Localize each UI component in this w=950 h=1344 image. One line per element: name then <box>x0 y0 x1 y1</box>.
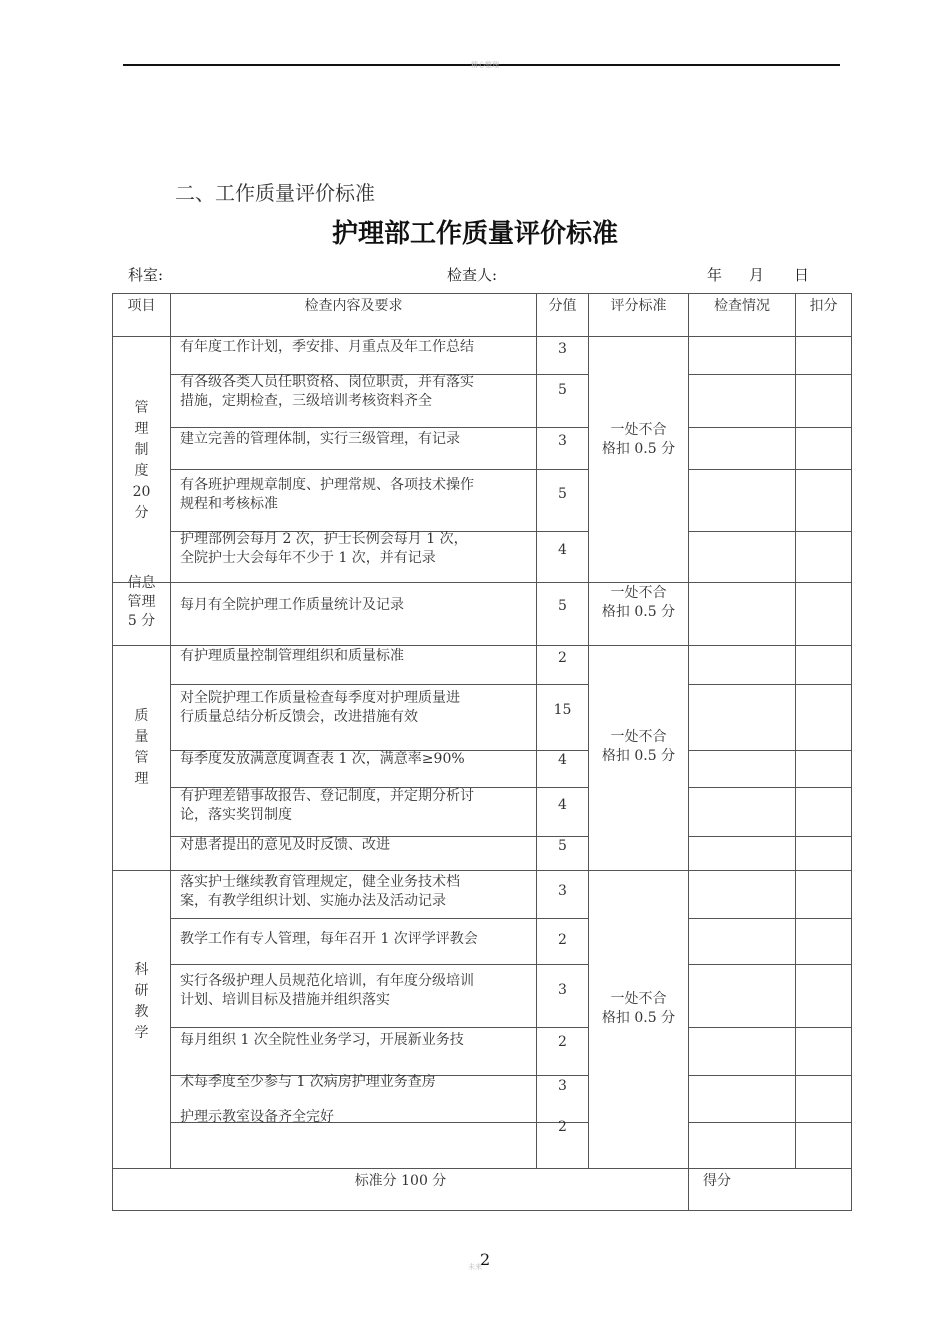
item-score: 5 <box>558 838 567 854</box>
row-rule <box>688 1075 852 1076</box>
footer-text: 未来 <box>468 1263 482 1271</box>
row-rule <box>170 469 588 470</box>
item-score: 3 <box>558 883 567 899</box>
item-content: 每季度发放满意度调查表 1 次，满意率≥90% <box>180 751 465 767</box>
page-number: 2 <box>480 1250 491 1269</box>
item-content: 有各班护理规章制度、护理常规、各项技术操作 规程和考核标准 <box>180 477 474 512</box>
item-content: 有年度工作计划，季安排、月重点及年工作总结 <box>180 339 474 355</box>
column-rule <box>795 293 796 1169</box>
group-criteria: 一处不合 格扣 0.5 分 <box>601 585 676 620</box>
group-divider <box>112 645 852 646</box>
item-score: 4 <box>558 752 567 768</box>
item-content: 对全院护理工作质量检查每季度对护理质量进 行质量总结分析反馈会，改进措施有效 <box>180 690 460 725</box>
column-header-content: 检查内容及要求 <box>304 298 403 314</box>
item-content: 每月有全院护理工作质量统计及记录 <box>180 597 404 613</box>
column-rule <box>170 293 171 1169</box>
row-rule <box>688 427 852 428</box>
row-rule <box>688 836 852 837</box>
group-label-management: 管 理 制 度 20 分 <box>132 400 151 521</box>
item-content: 有各级各类人员任职资格、岗位职责，并有落实 措施，定期检查，三级培训考核资料齐全 <box>180 374 474 409</box>
table-border-bottom <box>112 1210 852 1211</box>
item-content: 对患者提出的意见及时反馈、改进 <box>180 837 390 853</box>
item-content: 实行各级护理人员规范化培训，有年度分级培训 计划、培训目标及措施并组织落实 <box>180 973 474 1008</box>
item-content: 每月组织 1 次全院性业务学习，开展新业务技 <box>180 1032 464 1048</box>
item-score: 4 <box>558 797 567 813</box>
row-rule <box>170 427 588 428</box>
row-rule <box>688 374 852 375</box>
row-rule <box>688 684 852 685</box>
item-score: 3 <box>558 1078 567 1094</box>
group-criteria: 一处不合 格扣 0.5 分 <box>601 422 676 457</box>
column-rule <box>688 293 689 1211</box>
item-content: 有护理差错事故报告、登记制度，并定期分析讨 论，落实奖罚制度 <box>180 788 474 823</box>
group-label-research: 科 研 教 学 <box>134 962 149 1041</box>
item-score: 5 <box>558 382 567 398</box>
item-content: 有护理质量控制管理组织和质量标准 <box>180 648 404 664</box>
total-score-label: 标准分 100 分 <box>354 1173 447 1189</box>
row-rule <box>688 531 852 532</box>
column-header-score: 分值 <box>548 298 577 314</box>
group-label-quality: 质 量 管 理 <box>134 708 149 787</box>
row-rule <box>688 750 852 751</box>
item-score: 3 <box>558 982 567 998</box>
department-label: 科室: <box>128 266 164 284</box>
column-header-criteria: 评分标准 <box>610 298 667 314</box>
section-title: 二、工作质量评价标准 <box>175 181 375 205</box>
group-divider <box>112 870 852 871</box>
row-rule <box>170 918 588 919</box>
table-border-top <box>112 293 852 294</box>
column-header-check: 检查情况 <box>714 298 770 314</box>
year-label: 年 <box>707 266 723 284</box>
item-score: 3 <box>558 433 567 449</box>
item-score: 5 <box>558 486 567 502</box>
row-rule <box>688 787 852 788</box>
item-score: 2 <box>558 1034 567 1050</box>
item-score: 2 <box>558 1119 567 1135</box>
table-border-right <box>851 293 852 1211</box>
group-criteria: 一处不合 格扣 0.5 分 <box>601 991 676 1026</box>
row-rule <box>170 684 588 685</box>
row-rule <box>170 964 588 965</box>
row-rule <box>688 469 852 470</box>
table-header-rule <box>112 336 852 337</box>
item-score: 2 <box>558 650 567 666</box>
document-title: 护理部工作质量评价标准 <box>331 219 618 249</box>
row-rule <box>170 1027 588 1028</box>
item-score: 2 <box>558 932 567 948</box>
table-footer-rule <box>112 1168 852 1169</box>
item-score: 4 <box>558 542 567 558</box>
item-score: 5 <box>558 598 567 614</box>
item-content: 落实护士继续教育管理规定，健全业务技术档 案，有教学组织计划、实施办法及活动记录 <box>180 874 460 909</box>
group-criteria: 一处不合 格扣 0.5 分 <box>601 729 676 764</box>
item-score: 3 <box>558 341 567 357</box>
item-content: 护理示教室设备齐全完好 <box>180 1109 334 1125</box>
item-score: 15 <box>553 702 572 718</box>
column-header-item: 项目 <box>127 298 156 314</box>
row-rule <box>688 1027 852 1028</box>
item-content: 教学工作有专人管理，每年召开 1 次评学评教会 <box>180 931 478 947</box>
row-rule <box>688 1122 852 1123</box>
row-rule <box>688 918 852 919</box>
row-rule <box>688 964 852 965</box>
header-text: 精心整理 <box>471 61 499 69</box>
item-content: 护理部例会每月 2 次，护士长例会每月 1 次， 全院护士大会每年不少于 1 次，并有记录 <box>180 531 468 566</box>
day-label: 日 <box>794 266 810 284</box>
final-score-label: 得分 <box>703 1173 731 1189</box>
item-content: 建立完善的管理体制，实行三级管理，有记录 <box>180 431 460 447</box>
month-label: 月 <box>749 266 765 284</box>
column-header-deduct: 扣分 <box>809 298 838 314</box>
inspector-label: 检查人: <box>447 266 498 284</box>
item-content: 术每季度至少参与 1 次病房护理业务查房 <box>180 1074 436 1090</box>
group-label-information: 信息 管理 5 分 <box>127 575 156 629</box>
group-divider <box>112 582 852 583</box>
